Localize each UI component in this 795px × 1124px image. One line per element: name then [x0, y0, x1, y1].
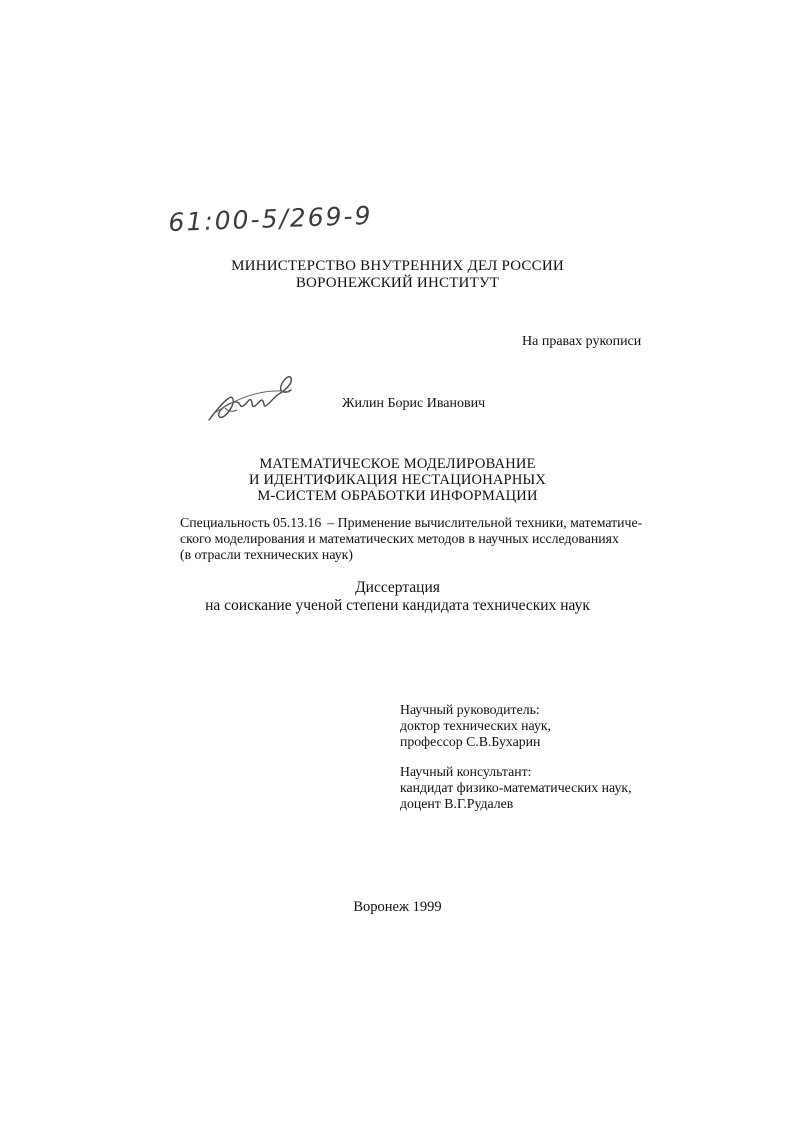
supervisor-name: профессор С.В.Бухарин	[400, 734, 541, 749]
supervisor-role: Научный руководитель:	[400, 702, 540, 717]
specialty-code: 05.13.16	[272, 515, 322, 530]
specialty-line-2: ского моделирования и математических методов в научных исследованиях	[180, 531, 619, 546]
title-line-3: М-СИСТЕМ ОБРАБОТКИ ИНФОРМАЦИИ	[257, 488, 538, 504]
specialty-line-3: (в отрасли технических наук)	[180, 547, 353, 562]
consultant-block	[400, 764, 632, 812]
library-shelfmark: 61:00-5/269-9	[168, 200, 373, 237]
author-name: Жилин Борис Иванович	[342, 396, 486, 411]
specialty-block	[180, 515, 642, 563]
place-year: Воронеж 1999	[353, 899, 442, 915]
consultant-name: доцент В.Г.Рудалев	[400, 796, 514, 811]
author-signature	[205, 368, 300, 428]
specialty-line-1-rest: – Применение вычислительной техники, математиче-	[327, 515, 643, 530]
title-line-1: МАТЕМАТИЧЕСКОЕ МОДЕЛИРОВАНИЕ	[259, 456, 536, 472]
consultant-degree: кандидат физико-математических наук,	[400, 780, 632, 795]
organization-header	[0, 258, 795, 292]
thesis-title	[0, 456, 795, 504]
specialty-line-1	[180, 515, 642, 531]
institute-name: ВОРОНЕЖСКИЙ ИНСТИТУТ	[295, 275, 500, 291]
supervisor-degree: доктор технических наук,	[400, 718, 551, 733]
title-line-2: И ИДЕНТИФИКАЦИЯ НЕСТАЦИОНАРНЫХ	[248, 472, 547, 488]
dissertation-kind: Диссертация	[355, 579, 440, 596]
specialty-label: Специальность	[180, 515, 270, 530]
supervisor-block	[400, 702, 551, 750]
ministry-name: МИНИСТЕРСТВО ВНУТРЕННИХ ДЕЛ РОССИИ	[231, 258, 564, 274]
consultant-role: Научный консультант:	[400, 764, 532, 779]
rights-note: На правах рукописи	[522, 334, 642, 349]
dissertation-purpose: на соискание ученой степени кандидата технических наук	[205, 597, 590, 614]
